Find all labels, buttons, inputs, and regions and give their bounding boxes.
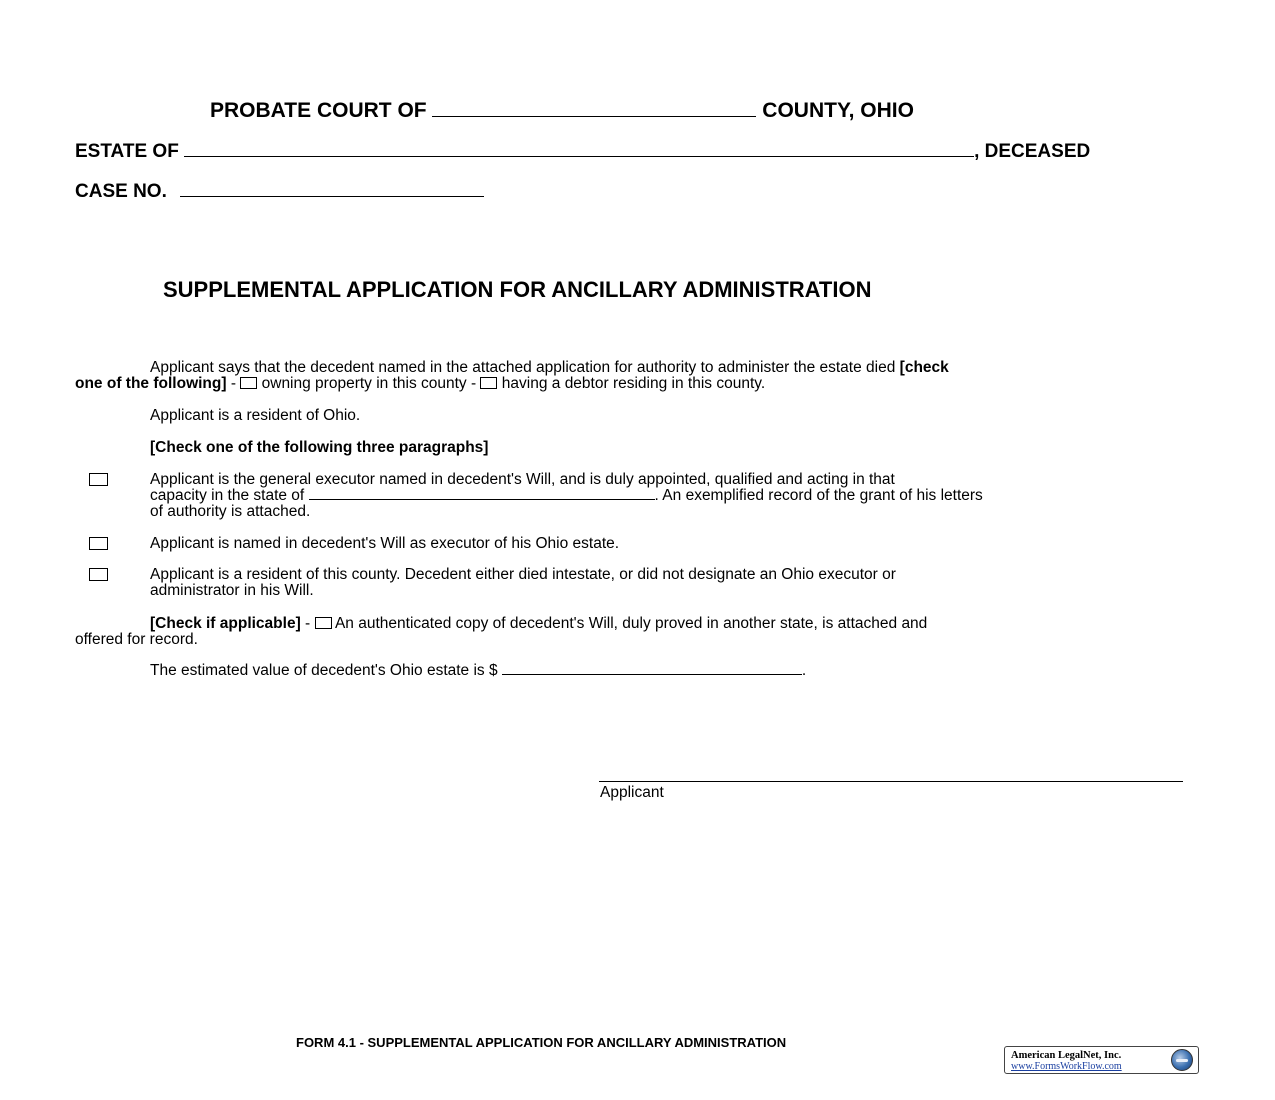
para1-text: Applicant says that the decedent named in the attached application for authority to administer the estate died: [150, 359, 896, 376]
publisher-logo: [1004, 1046, 1199, 1074]
para1-line1: [150, 360, 949, 376]
debtor-residing-checkbox[interactable]: [480, 377, 497, 389]
logo-website-link[interactable]: www.FormsWorkFlow.com: [1011, 1061, 1122, 1072]
county-resident-checkbox[interactable]: [89, 568, 108, 581]
option-a-line1: Applicant is the general executor named in decedent's Will, and is duly appointed, qualified and acting in that: [150, 471, 895, 488]
general-executor-checkbox[interactable]: [89, 473, 108, 486]
case-line: [75, 181, 484, 203]
county-blank[interactable]: [432, 116, 756, 117]
resident-statement: Applicant is a resident of Ohio.: [150, 407, 361, 424]
owning-property-checkbox[interactable]: [240, 377, 257, 389]
named-executor-checkbox[interactable]: [89, 537, 108, 550]
option-a-state-label: capacity in the state of: [150, 487, 305, 504]
case-number-blank[interactable]: [180, 196, 484, 197]
applicable-label: [Check if applicable]: [150, 615, 301, 632]
globe-icon: [1171, 1049, 1193, 1071]
estate-line: [75, 141, 1090, 163]
para1-line2: [75, 376, 765, 392]
state-blank[interactable]: [309, 499, 655, 500]
court-prefix: PROBATE COURT OF: [210, 99, 427, 122]
form-title: SUPPLEMENTAL APPLICATION FOR ANCILLARY ADMINISTRATION: [163, 277, 872, 302]
signature-label: Applicant: [600, 784, 664, 801]
option-c-line1: Applicant is a resident of this county. Decedent either died intestate, or did not designate an Ohio executor or: [150, 566, 896, 583]
estate-suffix: , DECEASED: [974, 141, 1091, 162]
court-suffix: COUNTY, OHIO: [762, 99, 914, 122]
estate-name-blank[interactable]: [184, 156, 974, 157]
applicable-line1: [150, 616, 927, 632]
signature-line[interactable]: [599, 781, 1183, 782]
option-owning-property: owning property in this county -: [261, 375, 477, 392]
estimate-period: .: [801, 662, 807, 679]
estimated-value-blank[interactable]: [502, 674, 802, 675]
estimate-line: [150, 663, 806, 679]
form-footer: FORM 4.1 - SUPPLEMENTAL APPLICATION FOR ANCILLARY ADMINISTRATION: [296, 1035, 787, 1050]
authenticated-will-checkbox[interactable]: [315, 617, 332, 629]
case-label: CASE NO.: [75, 181, 167, 202]
option-a-line2: [150, 488, 983, 504]
court-line: [210, 99, 914, 123]
estate-label: ESTATE OF: [75, 141, 179, 162]
para1-check-label-b: one of the following]: [75, 375, 227, 392]
para1-check-label-a: [check: [899, 359, 949, 376]
check-three-heading: [Check one of the following three paragraphs]: [150, 439, 489, 456]
estimate-label: The estimated value of decedent's Ohio estate is $: [150, 662, 498, 679]
applicable-dash: -: [300, 615, 315, 632]
option-debtor-residing: having a debtor residing in this county.: [501, 375, 766, 392]
logo-company-name: American LegalNet, Inc.: [1011, 1050, 1122, 1061]
option-a-line3: of authority is attached.: [150, 503, 311, 520]
applicable-text: An authenticated copy of decedent's Will, duly proved in another state, is attached and: [334, 615, 928, 632]
option-b-text: Applicant is named in decedent's Will as executor of his Ohio estate.: [150, 535, 620, 552]
option-c-line2: administrator in his Will.: [150, 582, 314, 599]
para1-dash: -: [226, 375, 241, 392]
applicable-line2: offered for record.: [75, 631, 198, 648]
option-a-record-text: . An exemplified record of the grant of his letters: [654, 487, 983, 504]
